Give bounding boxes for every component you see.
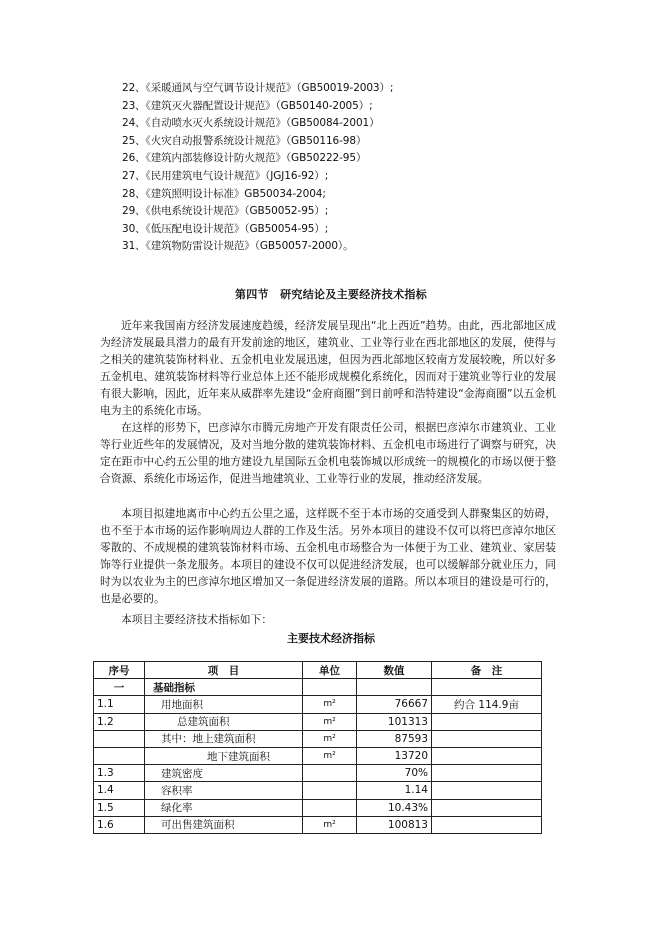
standards-list-item: 29、《供电系统设计规范》（GB50052-95）; [122, 205, 329, 218]
standards-list-item: 27、《民用建筑电气设计规范》（JGJ16-92）; [122, 169, 329, 182]
table-row [94, 713, 542, 730]
header-note: 备 注 [432, 662, 542, 679]
cell-item: 地下建筑面积 [145, 747, 303, 764]
cell-note [432, 730, 542, 747]
table-title: 主要技术经济指标 [287, 632, 375, 645]
cell-no: 1.1 [94, 696, 145, 713]
cell-unit: m² [303, 816, 357, 833]
table-row [94, 816, 542, 833]
cell-no: 1.3 [94, 765, 145, 782]
header-item: 项 目 [145, 662, 303, 679]
cell-unit: m² [303, 713, 357, 730]
cell-no: 1.2 [94, 713, 145, 730]
cell-unit [303, 799, 357, 816]
paragraph-site-feasibility: 本项目拟建地离市中心约五公里之遥，这样既不至于本市场的交通受到人群聚集区的妨碍，也不至于本市场的运作影响周边人群的工作及生活。另外本项目的建设不仅可以将巴彦淖尔地区零散的、不成规模的建筑装饰材料市场、五金机电市场整合为一体便于为工业、建筑业、家居装饰等行业提供一条龙服务。本项目的建设不仅可以促进经济发展，也可以缓解部分就业压力，同时为以农业为主的巴彦淖尔地区增加又一条促进经济发展的道路。所以本项目的建设是可行的，也是必要的。 [100, 507, 556, 605]
standards-list-item: 26、《建筑内部装修设计防火规范》（GB50222-95） [122, 152, 367, 165]
cell-item: 建筑密度 [145, 765, 303, 782]
cell-unit: m² [303, 747, 357, 764]
cell-unit [303, 765, 357, 782]
table-header-row [94, 662, 542, 679]
cell-note: 约合 114.9亩 [432, 696, 542, 713]
cell-unit [303, 679, 357, 696]
header-no: 序号 [94, 662, 145, 679]
table-row [94, 679, 542, 696]
cell-no [94, 730, 145, 747]
cell-value: 10.43% [357, 799, 432, 816]
standards-list-item: 30、《低压配电设计规范》（GB50054-95）; [122, 222, 329, 235]
cell-value: 76667 [357, 696, 432, 713]
standards-list [122, 80, 393, 256]
cell-value: 87593 [357, 730, 432, 747]
section-title: 第四节 研究结论及主要经济技术指标 [234, 288, 428, 301]
cell-note [432, 765, 542, 782]
table-row [94, 799, 542, 816]
cell-note [432, 799, 542, 816]
table-row [94, 765, 542, 782]
cell-item: 可出售建筑面积 [145, 816, 303, 833]
cell-value: 13720 [357, 747, 432, 764]
cell-value [357, 679, 432, 696]
cell-value: 70% [357, 765, 432, 782]
standards-list-item: 31、《建筑物防雷设计规范》（GB50057-2000）。 [122, 240, 354, 253]
cell-item: 总建筑面积 [145, 713, 303, 730]
cell-note [432, 747, 542, 764]
cell-no: 一 [94, 679, 145, 696]
cell-item: 容积率 [145, 782, 303, 799]
cell-no [94, 747, 145, 764]
standards-list-item: 22、《采暖通风与空气调节设计规范》（GB50019-2003）; [122, 82, 394, 94]
cell-unit: m² [303, 730, 357, 747]
paragraph-company-decision: 在这样的形势下，巴彦淖尔市腾元房地产开发有限责任公司，根据巴彦淖尔市建筑业、工业等行业近些年的发展情况，及对当地分散的建筑装饰材料、五金机电市场进行了调察与研究，决定在距市中心约五公里的地方建设九星国际五金机电装饰城以形成统一的规模化的市场以便于整合资源、系统化市场运作，促进当地建筑业、工业等行业的发展，推动经济发展。 [100, 421, 556, 485]
standards-list-item: 23、《建筑灭火器配置设计规范》（GB50140-2005）; [122, 99, 373, 112]
indicators-table [93, 661, 542, 834]
cell-note [432, 713, 542, 730]
standards-list-item: 24、《自动喷水灭火系统设计规范》（GB50084-2001） [122, 117, 380, 130]
table-row [94, 696, 542, 713]
indicators-intro: 本项目主要经济技术指标如下： [121, 613, 273, 626]
cell-item: 用地面积 [145, 696, 303, 713]
paragraph-market-background: 近年来我国南方经济发展速度趋缓，经济发展呈现出“北上西近”趋势。由此，西北部地区成为经济发展最具潜力的最有开发前途的地区，建筑业、工业等行业在西北部地区的发展，使得与之相关的建筑装饰材料业、五金机电业发展迅速，但因为西北部地区较南方发展较晚，所以好多五金机电、建筑装饰材料等行业总体上还不能形成规模化系统化，因而对于建筑业等行业的发展有很大影响，因此，近年来从威群率先建设“金府商圈”到日前呼和浩特建设“金海商圈”以五金机电为主的系统化市场。 [100, 319, 556, 417]
standards-list-item: 28、《建筑照明设计标准》GB50034-2004; [122, 187, 326, 200]
standards-list-item: 25、《火灾自动报警系统设计规范》（GB50116-98） [122, 134, 367, 147]
header-value: 数值 [357, 662, 432, 679]
cell-note [432, 679, 542, 696]
cell-note [432, 782, 542, 799]
table-row [94, 730, 542, 747]
cell-value: 1.14 [357, 782, 432, 799]
cell-no: 1.4 [94, 782, 145, 799]
header-unit: 单位 [303, 662, 357, 679]
cell-note [432, 816, 542, 833]
cell-item: 绿化率 [145, 799, 303, 816]
cell-no: 1.6 [94, 816, 145, 833]
cell-value: 100813 [357, 816, 432, 833]
cell-unit [303, 782, 357, 799]
cell-item: 基础指标 [145, 679, 303, 696]
cell-no: 1.5 [94, 799, 145, 816]
table-row [94, 747, 542, 764]
cell-item: 其中：地上建筑面积 [145, 730, 303, 747]
table-row [94, 782, 542, 799]
cell-value: 101313 [357, 713, 432, 730]
cell-unit: m² [303, 696, 357, 713]
